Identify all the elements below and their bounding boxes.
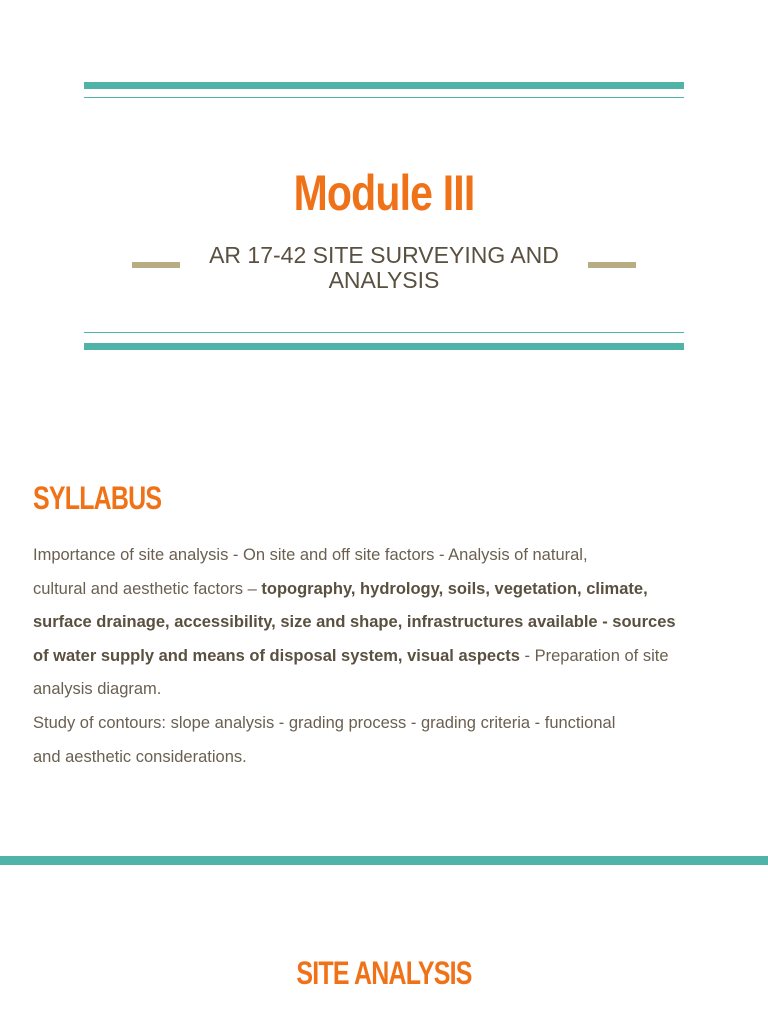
subtitle-right-dash bbox=[588, 262, 636, 268]
syllabus-line-2-plain: cultural and aesthetic factors – bbox=[33, 579, 262, 598]
module-title: Module III bbox=[293, 165, 475, 221]
site-analysis-heading: SITE ANALYSIS bbox=[296, 955, 472, 991]
syllabus-body bbox=[33, 539, 713, 774]
syllabus-line-4-plain: - Preparation of site bbox=[519, 646, 669, 665]
bottom-thick-rule bbox=[84, 343, 684, 350]
subtitle-line-2: ANALYSIS bbox=[328, 267, 440, 293]
top-thin-rule bbox=[84, 97, 684, 98]
syllabus-line-2 bbox=[33, 573, 713, 607]
syllabus-line-5: analysis diagram. bbox=[33, 680, 162, 699]
syllabus-line-4-bold: of water supply and means of disposal system, visual aspects bbox=[33, 646, 520, 665]
syllabus-line-3 bbox=[33, 606, 713, 640]
top-thick-rule bbox=[84, 82, 684, 89]
section-divider-rule bbox=[0, 856, 768, 865]
syllabus-line-1: Importance of site analysis - On site and off site factors - Analysis of natural, bbox=[33, 546, 588, 564]
subtitle-left-dash bbox=[132, 262, 180, 268]
bottom-thin-rule bbox=[84, 332, 684, 333]
syllabus-heading: SYLLABUS bbox=[33, 480, 162, 516]
syllabus-line-6: Study of contours: slope analysis - grading process - grading criteria - functional bbox=[33, 713, 616, 732]
syllabus-line-4 bbox=[33, 640, 713, 674]
subtitle-line-1: AR 17-42 SITE SURVEYING AND bbox=[209, 242, 559, 268]
syllabus-line-2-bold: topography, hydrology, soils, vegetation, climate, bbox=[261, 579, 648, 598]
syllabus-line-7: and aesthetic considerations. bbox=[33, 747, 247, 766]
syllabus-line-3-bold: surface drainage, accessibility, size and shape, infrastructures available - sources bbox=[33, 613, 676, 632]
module-subtitle bbox=[190, 243, 578, 293]
